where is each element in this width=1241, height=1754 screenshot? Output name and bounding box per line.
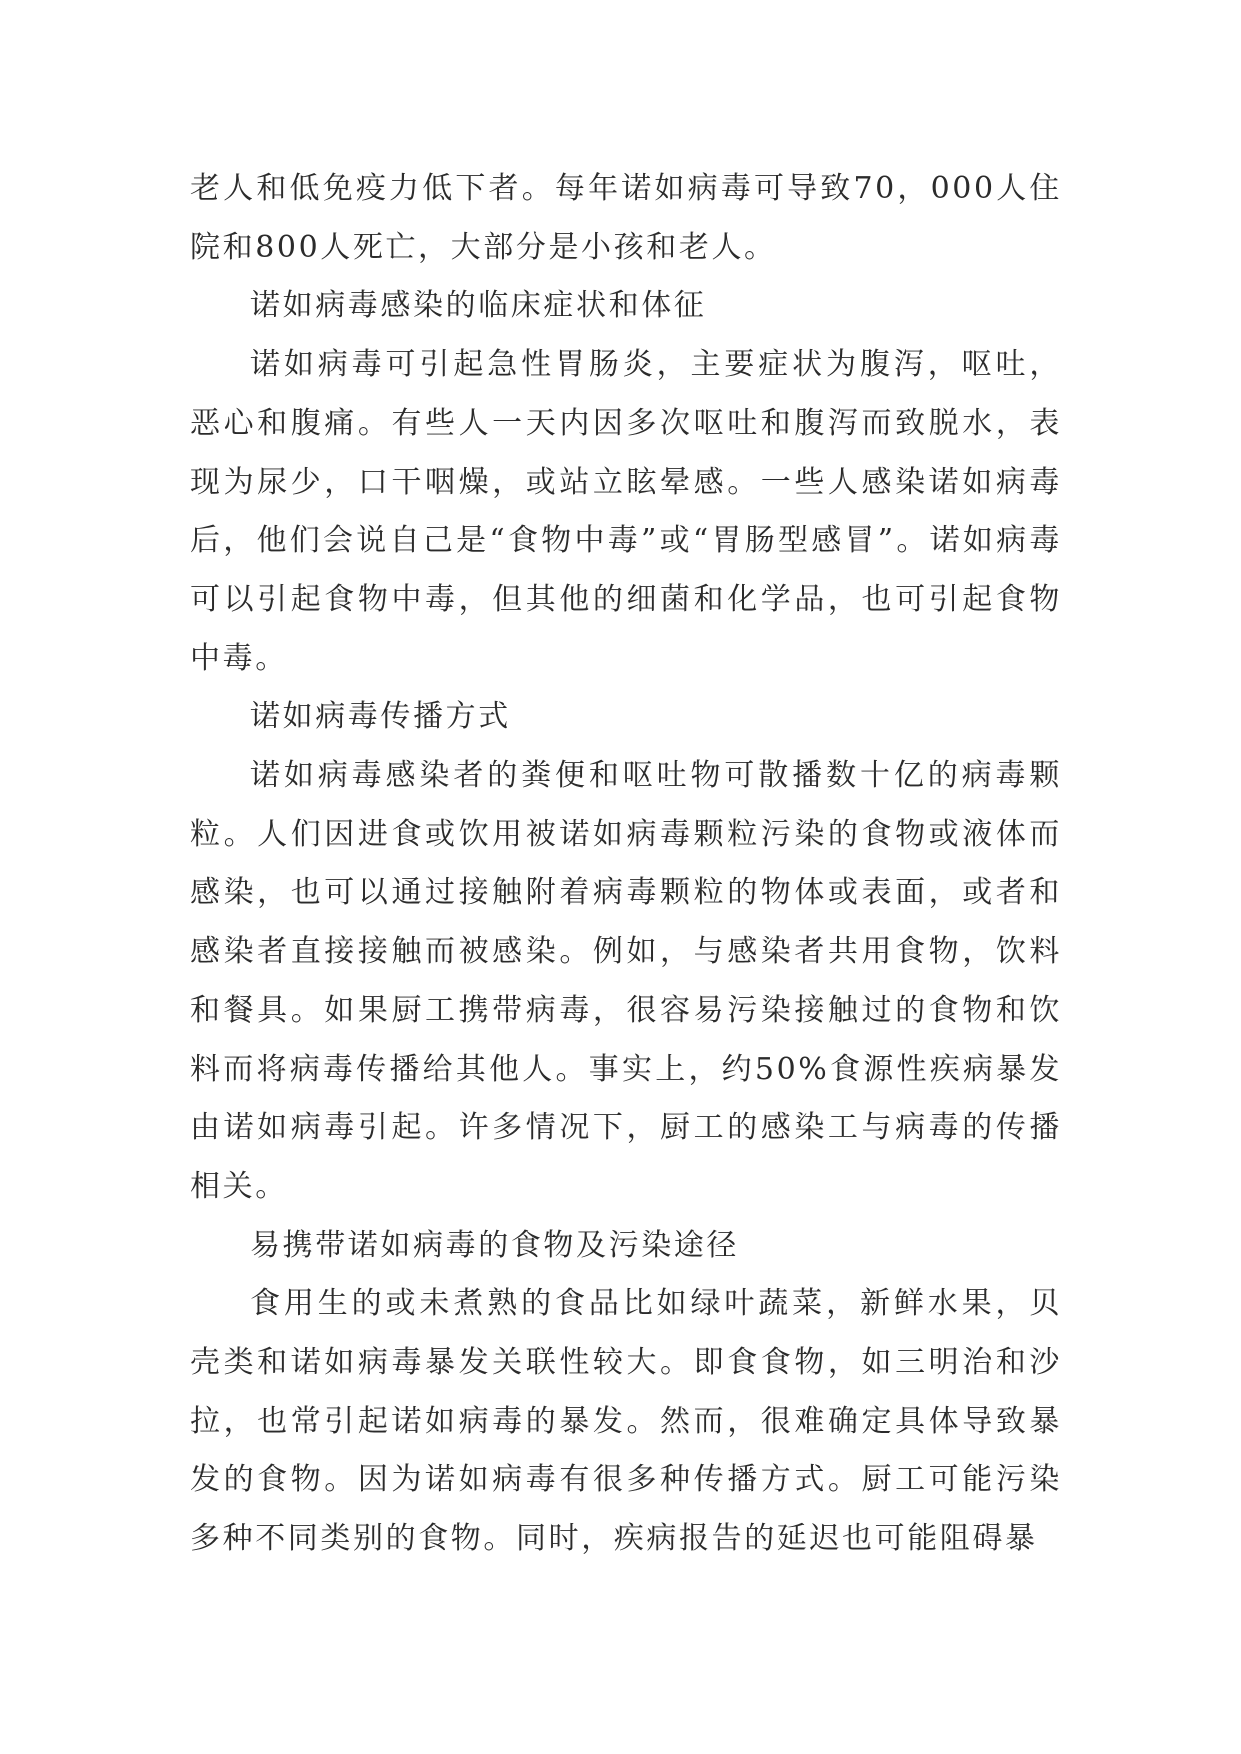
paragraph-transmission: 诺如病毒感染者的粪便和呕吐物可散播数十亿的病毒颗粒。人们因进食或饮用被诺如病毒颗粒污染的食物或液体而感染，也可以通过接触附着病毒颗粒的物体或表面，或者和感染者直接接触而被感染。例如，与感染者共用食物，饮料和餐具。如果厨工携带病毒，很容易污染接触过的食物和饮料而将病毒传播给其他人。事实上，约50%食源性疾病暴发由诺如病毒引起。许多情况下，厨工的感染工与病毒的传播相关。 [190,758,1062,1204]
paragraph-symptoms: 诺如病毒可引起急性胃肠炎，主要症状为腹泻，呕吐，恶心和腹痛。有些人一天内因多次呕吐和腹泻而致脱水，表现为尿少，口干咽燥，或站立眩晕感。一些人感染诺如病毒后，他们会说自己是“食物中毒”或“胃肠型感冒”。诺如病毒可以引起食物中毒，但其他的细菌和化学品，也可引起食物中毒。 [190,347,1062,676]
paragraph-food-contamination: 食用生的或未煮熟的食品比如绿叶蔬菜，新鲜水果，贝壳类和诺如病毒暴发关联性较大。即食食物，如三明治和沙拉，也常引起诺如病毒的暴发。然而，很难确定具体导致暴发的食物。因为诺如病毒有很多种传播方式。厨工可能污染多种不同类别的食物。同时，疾病报告的延迟也可能阻碍暴 [190,1286,1062,1557]
document-body [190,160,1062,1569]
section-heading-food-contamination: 易携带诺如病毒的食物及污染途径 [250,1227,739,1263]
section-heading-transmission: 诺如病毒传播方式 [250,699,511,735]
section-heading-symptoms: 诺如病毒感染的临床症状和体征 [250,288,707,324]
paragraph-continuation: 老人和低免疫力低下者。每年诺如病毒可导致70，000人住院和800人死亡，大部分是小孩和老人。 [190,171,1062,265]
